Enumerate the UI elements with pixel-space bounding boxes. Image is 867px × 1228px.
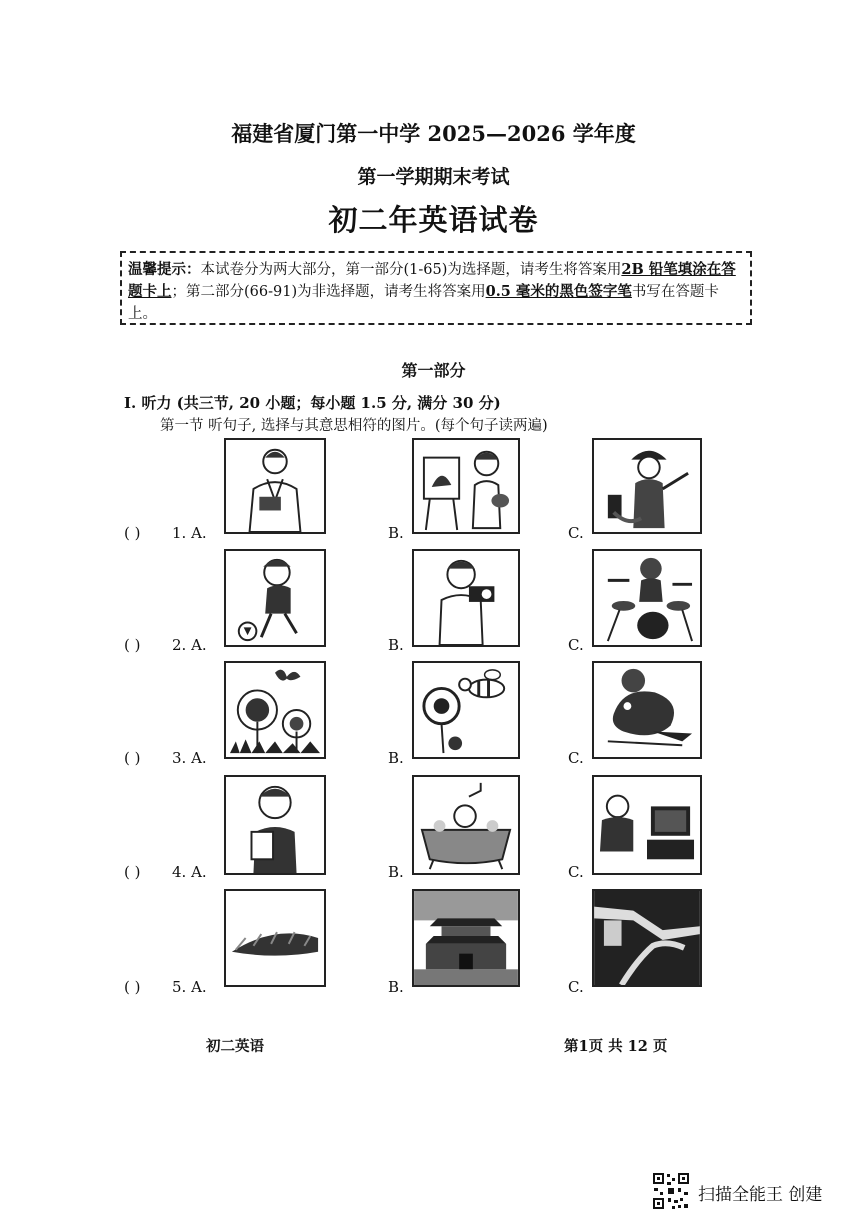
q1-option-c-label: C. bbox=[568, 524, 584, 542]
q5-option-c-label: C. bbox=[568, 978, 584, 996]
q2-option-b-label: B. bbox=[388, 636, 404, 654]
notice-lead: 温馨提示： bbox=[128, 261, 201, 278]
boy-playing-soccer-picture bbox=[224, 549, 326, 647]
q4-option-a-label: 4. A. bbox=[172, 863, 207, 881]
answer-blank-1[interactable]: ( ) bbox=[124, 524, 141, 542]
answer-blank-4[interactable]: ( ) bbox=[124, 863, 141, 881]
answer-blank-3[interactable]: ( ) bbox=[124, 749, 141, 767]
q2-option-a-label: 2. A. bbox=[172, 636, 207, 654]
child-bathing-picture bbox=[412, 775, 520, 875]
person-watching-tv-picture bbox=[592, 775, 702, 875]
school-year-title: 福建省厦门第一中学 2025—2026 学年度 bbox=[231, 121, 636, 146]
flower-bee-picture bbox=[412, 661, 520, 759]
section-title: I. 听力 (共三节, 20 小题；每小题 1.5 分, 满分 30 分) bbox=[124, 394, 501, 412]
notice-emphasis-pen: 0.5 毫米的黑色签字笔 bbox=[485, 283, 632, 300]
notice-text-3: 书写在答题卡上。 bbox=[128, 284, 719, 322]
q2-option-c-label: C. bbox=[568, 636, 584, 654]
sunflower-butterfly-picture bbox=[224, 661, 326, 759]
q4-option-b-label: B. bbox=[388, 863, 404, 881]
tiananmen-picture bbox=[412, 889, 520, 987]
painter-picture bbox=[412, 438, 520, 534]
answer-blank-2[interactable]: ( ) bbox=[124, 636, 141, 654]
drummer-picture bbox=[592, 549, 702, 647]
bird-picture bbox=[592, 661, 702, 759]
q1-option-b-label: B. bbox=[388, 524, 404, 542]
notice-emphasis-pencil: 2B 铅笔填涂在答题卡上 bbox=[128, 261, 736, 300]
answer-blank-5[interactable]: ( ) bbox=[124, 978, 141, 996]
scanner-watermark-text: 扫描全能王 创建 bbox=[698, 1185, 823, 1205]
section-subtitle: 第一节 听句子, 选择与其意思相符的图片。(每个句子读两遍) bbox=[160, 418, 548, 434]
q3-option-a-label: 3. A. bbox=[172, 749, 207, 767]
paper-title: 初二年英语试卷 bbox=[328, 203, 539, 237]
birds-nest-stadium-picture bbox=[224, 889, 326, 987]
notice-text-2: ；第二部分(66-91)为非选择题，请考生将答案用 bbox=[171, 284, 486, 300]
part-title: 第一部分 bbox=[401, 361, 466, 380]
q5-option-a-label: 5. A. bbox=[172, 978, 207, 996]
footer-page-number: 第1页 共 12 页 bbox=[564, 1038, 668, 1055]
q3-option-c-label: C. bbox=[568, 749, 584, 767]
qr-code-icon bbox=[652, 1172, 690, 1210]
q1-option-a-label: 1. A. bbox=[172, 524, 207, 542]
notice-box bbox=[120, 251, 752, 325]
q4-option-c-label: C. bbox=[568, 863, 584, 881]
q5-option-b-label: B. bbox=[388, 978, 404, 996]
firefighter-picture bbox=[592, 438, 702, 534]
notice-text-1: 本试卷分为两大部分，第一部分(1-65)为选择题，请考生将答案用 bbox=[200, 262, 622, 278]
boy-with-camera-picture bbox=[412, 549, 520, 647]
boy-reading-picture bbox=[224, 775, 326, 875]
exam-title: 第一学期期末考试 bbox=[357, 166, 510, 188]
q3-option-b-label: B. bbox=[388, 749, 404, 767]
great-wall-picture bbox=[592, 889, 702, 987]
footer-subject: 初二英语 bbox=[206, 1038, 264, 1055]
doctor-picture bbox=[224, 438, 326, 534]
